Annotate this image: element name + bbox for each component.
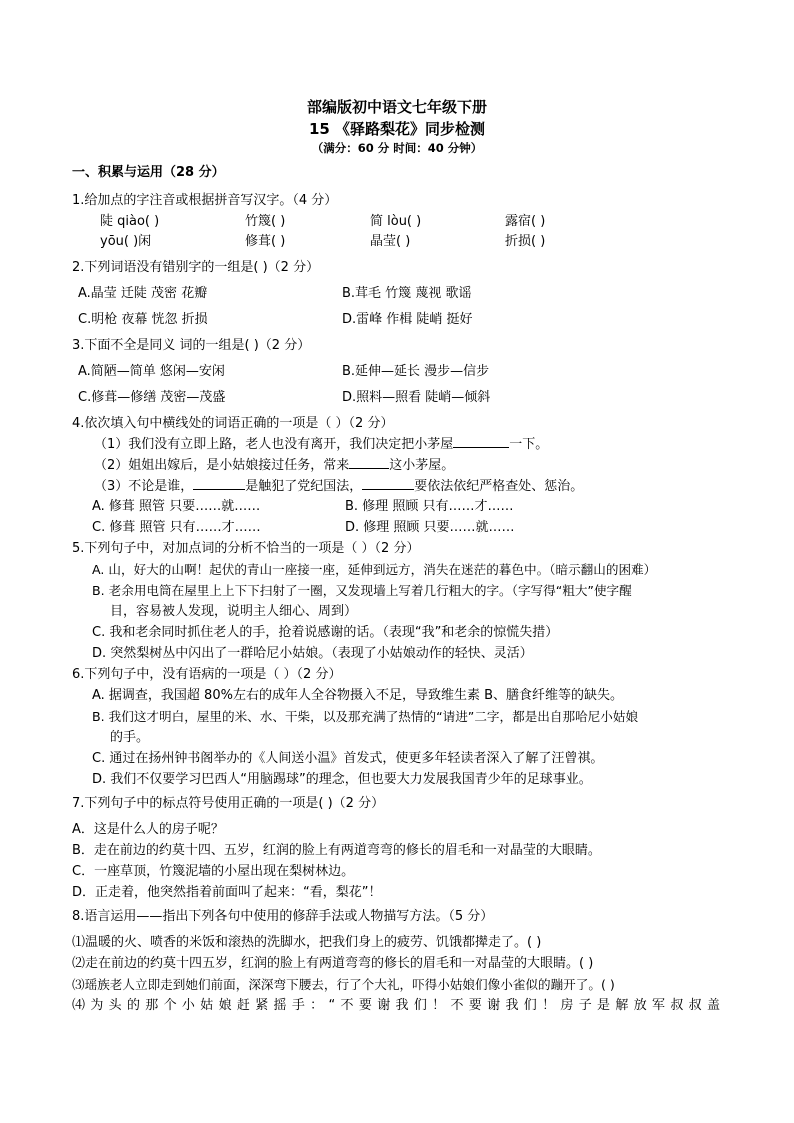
q5-option-b-cont: 目，容易被人发现，说明主人细心、周到） [110, 604, 358, 619]
q3-option-d: D.照料—照看 陡峭—倾斜 [342, 390, 491, 405]
section-heading: 一、积累与运用（28 分） [72, 165, 225, 180]
q1-item: yōu( )闲 [100, 234, 152, 249]
q1-item: 竹篾( ) [245, 214, 286, 229]
q2-option-a: A.晶莹 迁陡 茂密 花瓣 [78, 286, 208, 301]
q8-sentence-3: ⑶瑶族老人立即走到她们前面，深深弯下腰去，行了个大礼，吓得小姑娘们像小雀似的蹦开了。( ) [72, 977, 615, 992]
q4-sentence-2-a: （2）姐姐出嫁后，是小姑娘接过任务，常来 [94, 458, 350, 473]
q6-option-b: B. 我们这才明白，屋里的米、水、干柴，以及那充满了热情的“请进”二字，都是出自那哈尼小姑娘 [92, 709, 639, 724]
question-4-stem: 4.依次填入句中横线处的词语正确的一项是（ ）（2 分） [72, 416, 394, 431]
q7-option-b: B．走在前边的约莫十四、五岁，红润的脸上有两道弯弯的修长的眉毛和一对晶莹的大眼睛。 [72, 843, 601, 858]
question-5-stem: 5.下列句子中，对加点词的分析不恰当的一项是（ ）（2 分） [72, 541, 420, 556]
q4-sentence-2-b: 这小茅屋。 [389, 458, 455, 473]
document-title: 部编版初中语文七年级下册 [306, 98, 487, 116]
q5-option-c: C. 我和老余同时抓住老人的手，抢着说感谢的话。（表现“我”和老余的惊慌失措） [92, 625, 559, 640]
fill-blank[interactable] [193, 477, 245, 490]
q2-option-d: D.雷峰 作楫 陡峭 挺好 [342, 312, 473, 327]
q3-option-b: B.延伸—延长 漫步—信步 [342, 364, 490, 379]
q6-option-b-cont: 的手。 [110, 730, 150, 745]
q2-option-c: C.明枪 夜幕 恍忽 折损 [78, 312, 208, 327]
q6-option-d: D. 我们不仅要学习巴西人“用脑踢球”的理念，但也要大力发展我国青少年的足球事业。 [92, 772, 592, 787]
q4-sentence-1-b: 一下。 [509, 437, 549, 452]
q8-sentence-1: ⑴温暖的火、喷香的米饭和滚热的洗脚水，把我们身上的疲劳、饥饿都撵走了。( ) [72, 935, 542, 950]
q4-option-a: A. 修葺 照管 只要……就…… [92, 499, 261, 514]
q4-option-d: D. 修理 照顾 只要……就…… [345, 520, 515, 535]
q3-option-c: C.修葺—修缮 茂密—茂盛 [78, 390, 226, 405]
q6-option-c: C. 通过在扬州钟书阁举办的《人间送小温》首发式，使更多年轻读者深入了解了汪曾祺。 [92, 751, 604, 766]
q4-option-b: B. 修理 照顾 只有……才…… [345, 499, 514, 514]
document-subtitle: 15 《驿路梨花》同步检测 [308, 120, 486, 138]
q5-option-d: D. 突然梨树丛中闪出了一群哈尼小姑娘。（表现了小姑娘动作的轻快、灵活） [92, 646, 533, 661]
q1-item: 简 lòu( ) [370, 214, 422, 229]
q7-option-a: A．这是什么人的房子呢？ [72, 822, 224, 837]
q5-option-b: B. 老余用电筒在屋里上上下下扫射了一圈，又发现墙上写着几行粗大的字。（字写得“粗大”使字醒 [92, 583, 632, 598]
question-8-stem: 8.语言运用——指出下列各句中使用的修辞手法或人物描写方法。（5 分） [72, 909, 494, 924]
q1-item: 露宿( ) [505, 214, 546, 229]
fill-blank[interactable] [362, 477, 414, 490]
q5-option-a: A. 山，好大的山啊！起伏的青山一座接一座，延伸到远方，消失在迷茫的暮色中。（暗示翻山的困难） [92, 562, 657, 577]
exam-info: （满分：60 分 时间：40 分钟） [311, 141, 483, 155]
question-6-stem: 6.下列句子中，没有语病的一项是（ ）（2 分） [72, 667, 342, 682]
q4-sentence-3-a: （3）不论是谁， [94, 479, 194, 494]
q4-sentence-3-b: 是触犯了党纪国法， [245, 479, 363, 494]
q4-sentence-3-c: 要依法依纪严格查处、惩治。 [414, 479, 584, 494]
q4-option-c: C. 修葺 照管 只有……才…… [92, 520, 261, 535]
question-3-stem: 3.下面不全是同义 词的一组是( )（2 分） [72, 338, 311, 353]
q6-option-a: A. 据调查，我国超 80%左右的成年人全谷物摄入不足，导致维生素 B、膳食纤维等的缺失。 [92, 688, 624, 703]
q8-sentence-2: ⑵走在前边的约莫十四五岁，红润的脸上有两道弯弯的修长的眉毛和一对晶莹的大眼睛。( ) [72, 956, 594, 971]
q1-item: 修葺( ) [245, 234, 286, 249]
q3-option-a: A.简陋—简单 悠闲—安闲 [78, 364, 225, 379]
q7-option-d: D．正走着，他突然指着前面叫了起来：“看，梨花”！ [72, 885, 382, 900]
question-2-stem: 2.下列词语没有错别字的一组是( )（2 分） [72, 260, 320, 275]
q2-option-b: B.茸毛 竹篾 蔑视 歌谣 [342, 286, 472, 301]
question-7-stem: 7.下列句子中的标点符号使用正确的一项是( )（2 分） [72, 796, 385, 811]
q4-sentence-1 [94, 435, 548, 454]
q1-item: 陡 qiào( ) [100, 214, 160, 229]
q8-sentence-4: ⑷为头的那个小姑娘赶紧摇手：“不要谢我们！不要谢我们！房子是解放军叔叔盖 [72, 998, 720, 1013]
q7-option-c: C．一座草顶，竹篾泥墙的小屋出现在梨树林边。 [72, 864, 355, 879]
q1-item: 晶莹( ) [370, 234, 411, 249]
q4-sentence-3 [94, 477, 583, 496]
q4-sentence-1-a: （1）我们没有立即上路，老人也没有离开，我们决定把小茅屋 [94, 437, 454, 452]
fill-blank[interactable] [453, 435, 509, 448]
q1-item: 折损( ) [505, 234, 546, 249]
question-1-stem: 1.给加点的字注音或根据拼音写汉字。（4 分） [72, 193, 338, 208]
fill-blank[interactable] [349, 456, 389, 469]
q4-sentence-2 [94, 456, 454, 475]
